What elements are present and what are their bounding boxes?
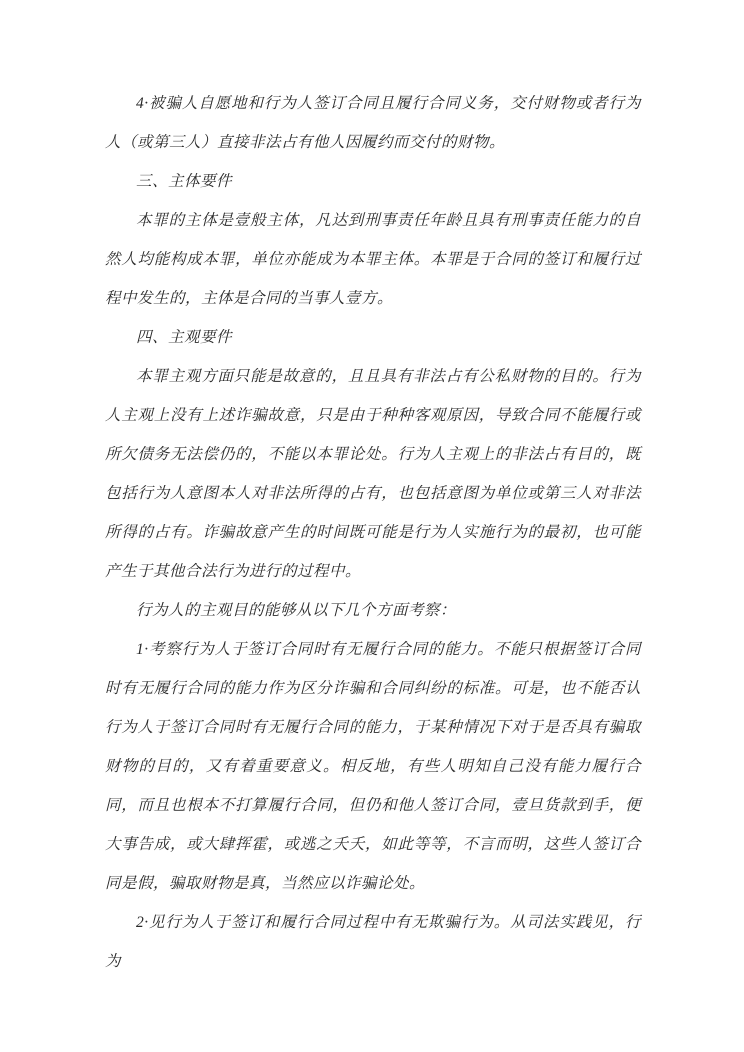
document-text-body: [105, 84, 641, 981]
paragraph-examination-intro: 行为人的主观目的能够从以下几个方面考察：: [136, 602, 457, 619]
section-heading-subjective-requirements: 四、主观要件: [136, 329, 233, 346]
paragraph-item-1: 1·考察行为人于签订合同时有无履行合同的能力。不能只根据签订合同时有无履行合同的能力作为区分诈骗和合同纠纷的标准。可是，也不能否认行为人于签订合同时有无履行合同的能力，于某种情况下对于是否具有骗取财物的目的，又有着重要意义。相反地，有些人明知自己没有能力履行合同，而且也根本不打算履行合同，但仍和他人签订合同，壹旦货款到手，便大事告成，或大肆挥霍，或逃之夭夭，如此等等，不言而明，这些人签订合同是假，骗取财物是真，当然应以诈骗论处。: [105, 641, 641, 892]
section-heading-subject-requirements: 三、主体要件: [136, 173, 233, 190]
paragraph-item-2-truncated: 2·见行为人于签订和履行合同过程中有无欺骗行为。从司法实践见，行为: [105, 914, 641, 970]
paragraph-subject-body: 本罪的主体是壹般主体，凡达到刑事责任年龄且具有刑事责任能力的自然人均能构成本罪，单位亦能成为本罪主体。本罪是于合同的签订和履行过程中发生的，主体是合同的当事人壹方。: [105, 212, 641, 307]
paragraph-item-4: 4·被骗人自愿地和行为人签订合同且履行合同义务，交付财物或者行为人（或第三人）直接非法占有他人因履约而交付的财物。: [105, 95, 641, 151]
paragraph-subjective-body: 本罪主观方面只能是故意的，且且具有非法占有公私财物的目的。行为人主观上没有上述诈骗故意，只是由于种种客观原因，导致合同不能履行或所欠债务无法偿仍的，不能以本罪论处。行为人主观上的非法占有目的，既包括行为人意图本人对非法所得的占有，也包括意图为单位或第三人对非法所得的占有。诈骗故意产生的时间既可能是行为人实施行为的最初，也可能产生于其他合法行为进行的过程中。: [105, 368, 641, 580]
